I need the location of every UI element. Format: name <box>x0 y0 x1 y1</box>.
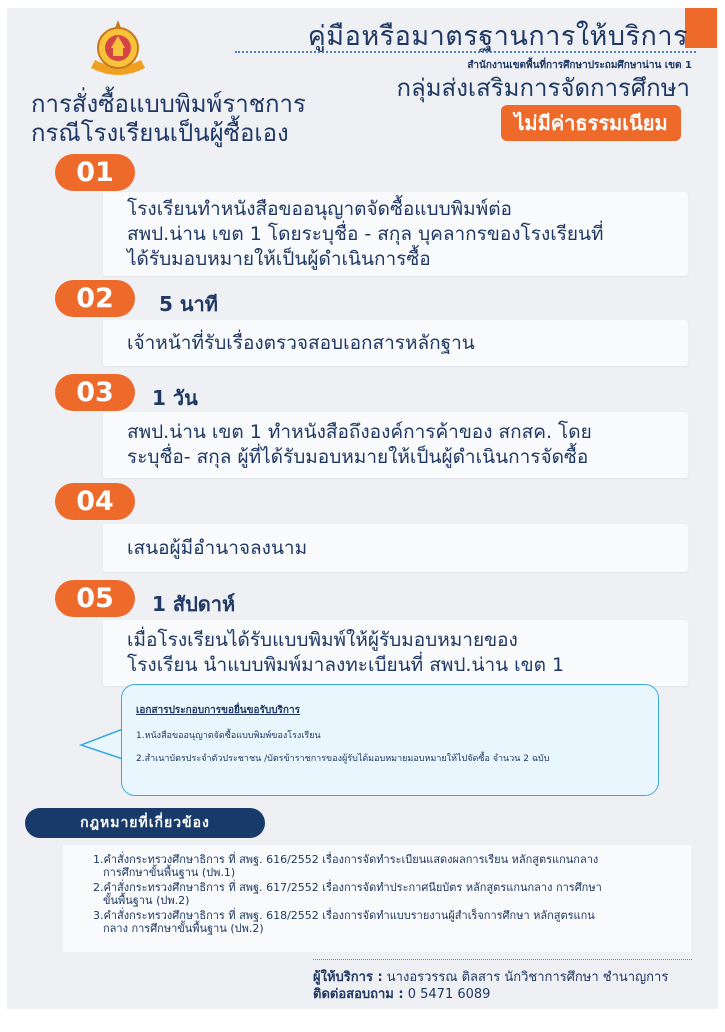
step-1-line: โรงเรียนทำหนังสือขออนุญาตจัดซื้อแบบพิมพ์ต่อ <box>127 197 512 220</box>
corner-accent <box>685 8 717 48</box>
step-3-time: 1 วัน <box>152 386 198 410</box>
law-item-line: 2.คำสั่งกระทรวงศึกษาธิการ ที่ สพฐ. 617/2552 เรื่องการจัดทำประกาศนียบัตร หลักสูตรแกนกลาง การศึกษา <box>93 881 602 894</box>
step-3-number: 03 <box>55 374 135 411</box>
provider-value: นางอรวรรณ ติลสาร นักวิชาการศึกษา ชำนาญการ <box>386 970 669 985</box>
group-name: กลุ่มส่งเสริมการจัดการศึกษา <box>396 74 690 102</box>
header-title: คู่มือหรือมาตรฐานการให้บริการ <box>307 21 688 52</box>
step-2-number: 02 <box>55 280 135 317</box>
header-divider <box>235 51 696 53</box>
contact-phone: 0 5471 6089 <box>407 987 491 1002</box>
step-5-line: โรงเรียน นำแบบพิมพ์มาลงทะเบียนที่ สพป.น่าน เขต 1 <box>127 654 565 676</box>
step-3-line: ระบุชื่อ- สกุล ผู้ที่ได้รับมอบหมายให้เป็นผู้ดำเนินการจัดซื้อ <box>127 446 589 468</box>
step-5-line: เมื่อโรงเรียนได้รับแบบพิมพ์ให้ผู้รับมอบหมายของ <box>127 629 518 651</box>
main-title-line1: การสั่งซื้อแบบพิมพ์ราชการ <box>31 90 306 118</box>
documents-title: เอกสารประกอบการขอยื่นขอรับบริการ <box>136 705 300 716</box>
step-2-box <box>103 320 688 366</box>
law-item-line: การศึกษาขั้นพื้นฐาน (ปพ.1) <box>103 866 236 879</box>
law-item <box>93 881 681 907</box>
main-title-line2: กรณีโรงเรียนเป็นผู้ซื้อเอง <box>31 119 289 147</box>
step-3-line: สพป.น่าน เขต 1 ทำหนังสือถึงองค์การค้าของ สกสค. โดย <box>127 421 592 443</box>
law-item <box>93 909 681 935</box>
footer-divider <box>313 959 692 960</box>
step-1-number: 01 <box>55 154 135 191</box>
provider-label: ผู้ให้บริการ : <box>313 970 383 985</box>
law-item-line: 1.คำสั่งกระทรวงศึกษาธิการ ที่ สพฐ. 616/2552 เรื่องการจัดทำระเบียนแสดงผลการเรียน หลักสูตรแกนกลาง <box>93 853 599 866</box>
law-item-line: ขั้นพื้นฐาน (ปพ.2) <box>103 894 190 907</box>
document-item: 1.หนังสือขออนุญาตจัดซื้อแบบพิมพ์ของโรงเรียน <box>136 731 321 741</box>
step-3-box <box>103 412 688 478</box>
law-item-line: กลาง การศึกษาขั้นพื้นฐาน (ปพ.2) <box>103 922 264 935</box>
step-5-number: 05 <box>55 580 135 617</box>
document-item: 2.สำเนาบัตรประจำตัวประชาชน /บัตรข้าราชการของผู้รับได้มอบหมายมอบหมายให้ไปจัดซื้อ จำนวน 2 ฉบับ <box>136 754 550 764</box>
step-4-line: เสนอผู้มีอำนาจลงนาม <box>127 536 308 559</box>
speech-bubble-tail-icon <box>79 725 125 765</box>
page <box>7 8 718 1009</box>
main-title <box>31 90 306 148</box>
step-1-box <box>103 192 688 276</box>
step-5-box <box>103 620 688 686</box>
contact <box>313 983 490 1004</box>
step-1-line: สพป.น่าน เขต 1 โดยระบุชื่อ - สกุล บุคลากรของโรงเรียนที่ <box>127 222 604 245</box>
law-item <box>93 853 681 879</box>
documents-bubble <box>121 684 659 796</box>
contact-label: ติดต่อสอบถาม : <box>313 987 404 1002</box>
step-2-time: 5 นาที <box>159 292 218 316</box>
step-4-number: 04 <box>55 483 135 520</box>
office-name: สำนักงานเขตพื้นที่การศึกษาประถมศึกษาน่าน เขต 1 <box>467 60 692 71</box>
step-5-time: 1 สัปดาห์ <box>152 592 236 616</box>
agency-emblem-icon <box>85 18 151 84</box>
fee-badge: ไม่มีค่าธรรมเนียม <box>501 105 681 141</box>
step-1-line: ได้รับมอบหมายให้เป็นผู้ดำเนินการซื้อ <box>127 247 431 270</box>
law-item-line: 3.คำสั่งกระทรวงศึกษาธิการ ที่ สพฐ. 618/2552 เรื่องการจัดทำแบบรายงานผู้สำเร็จการศึกษา หลักสูตรแกน <box>93 909 595 922</box>
step-4-box <box>103 524 688 572</box>
step-2-line: เจ้าหน้าที่รับเรื่องตรวจสอบเอกสารหลักฐาน <box>127 331 475 354</box>
laws-title: กฎหมายที่เกี่ยวข้อง <box>25 808 265 838</box>
laws-list <box>63 845 691 952</box>
